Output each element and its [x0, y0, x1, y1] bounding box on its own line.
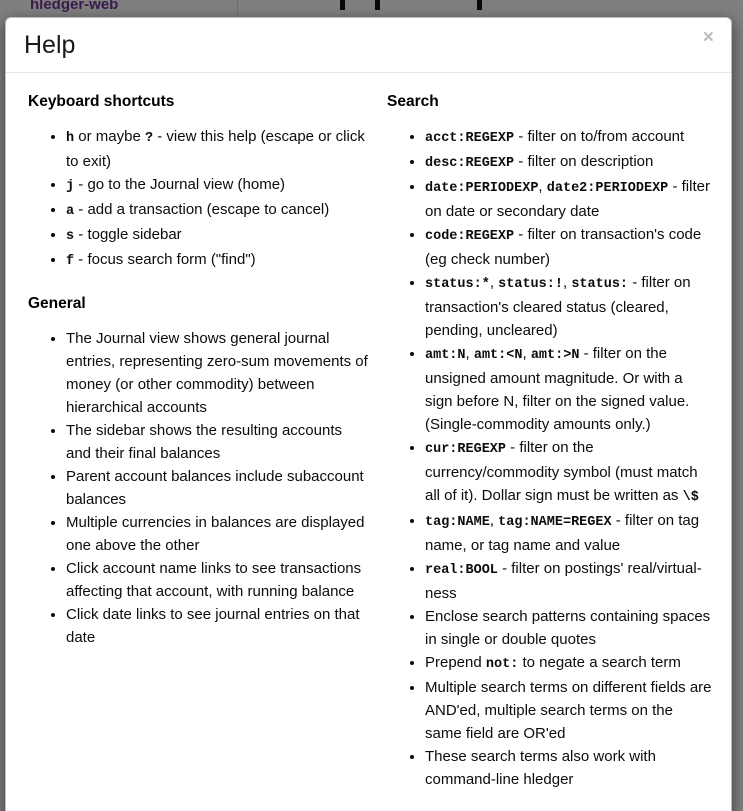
help-list-item: • Prepend not: to negate a search term [425, 651, 713, 676]
help-list-item: • status:*, status:!, status: - filter on transaction's cleared status (cleared, pending, uncleared) [425, 271, 713, 342]
help-list-item: • Click date links to see journal entries on that date [66, 603, 369, 649]
code-term: f [66, 253, 75, 269]
help-list-item: • h or maybe ? - view this help (escape or click to exit) [66, 125, 369, 173]
help-column-left [24, 93, 369, 811]
help-column-right [387, 93, 713, 811]
code-term: amt:N [425, 347, 466, 363]
code-term: amt:>N [530, 347, 580, 363]
section-heading: Keyboard shortcuts [28, 92, 175, 110]
help-list-item: • Click account name links to see transactions affecting that account, with running balance [66, 557, 369, 603]
code-term: status:! [498, 276, 563, 292]
code-term: j [66, 178, 75, 194]
modal-body [6, 73, 731, 811]
section-heading: General [28, 294, 86, 312]
code-term: \$ [682, 489, 699, 505]
help-list-item: • amt:N, amt:<N, amt:>N - filter on the unsigned amount magnitude. Or with a sign before N, filter on the signed value. (Single-commodity amounts only.) [425, 342, 713, 436]
help-list-item: • The Journal view shows general journal entries, representing zero-sum movements of money (or other commodity) between hierarchical accounts [66, 327, 369, 419]
code-term: date2:PERIODEXP [546, 180, 669, 196]
help-list-item: • acct:REGEXP - filter on to/from account [425, 125, 713, 150]
modal-title: Help [24, 31, 76, 59]
close-button[interactable]: × [702, 27, 714, 48]
code-term: status:* [425, 276, 490, 292]
help-list-item: • code:REGEXP - filter on transaction's code (eg check number) [425, 223, 713, 271]
help-list-item: • Multiple search terms on different fields are AND'ed, multiple search terms on the same field are OR'ed [425, 676, 713, 745]
help-list-item: • Multiple currencies in balances are displayed one above the other [66, 511, 369, 557]
help-list-item: • real:BOOL - filter on postings' real/virtual-ness [425, 557, 713, 605]
help-list-item: • j - go to the Journal view (home) [66, 173, 369, 198]
modal-header [6, 18, 731, 73]
help-list-item: • Enclose search patterns containing spaces in single or double quotes [425, 605, 713, 651]
code-term: status: [571, 276, 629, 292]
code-term: s [66, 228, 75, 244]
code-term: cur:REGEXP [425, 441, 507, 457]
help-list-item: • These search terms also work with command-line hledger [425, 745, 713, 791]
help-list-item: • desc:REGEXP - filter on description [425, 150, 713, 175]
code-term: date:PERIODEXP [425, 180, 539, 196]
code-term: real:BOOL [425, 562, 498, 578]
help-list-item: • f - focus search form ("find") [66, 248, 369, 273]
help-modal [5, 17, 732, 811]
code-term: tag:NAME [425, 514, 490, 530]
help-list-item: • a - add a transaction (escape to cancel) [66, 198, 369, 223]
code-term: amt:<N [473, 347, 523, 363]
help-list [28, 327, 369, 649]
code-term: ? [144, 130, 154, 146]
code-term: code:REGEXP [425, 228, 515, 244]
help-list-item: • The sidebar shows the resulting accounts and their final balances [66, 419, 369, 465]
code-term: not: [485, 656, 519, 672]
code-term: a [66, 203, 75, 219]
code-term: tag:NAME=REGEX [498, 514, 612, 530]
help-list-item: • Parent account balances include subaccount balances [66, 465, 369, 511]
help-list-item: • cur:REGEXP - filter on the currency/commodity symbol (must match all of it). Dollar sign must be written as \$ [425, 436, 713, 509]
code-term: h [66, 130, 75, 146]
help-list-item: • tag:NAME, tag:NAME=REGEX - filter on tag name, or tag name and value [425, 509, 713, 557]
help-list [387, 125, 713, 791]
section-heading: Search [387, 92, 439, 110]
code-term: desc:REGEXP [425, 155, 515, 171]
help-list-item: • date:PERIODEXP, date2:PERIODEXP - filter on date or secondary date [425, 175, 713, 223]
help-list [28, 125, 369, 273]
help-list-item: • s - toggle sidebar [66, 223, 369, 248]
code-term: acct:REGEXP [425, 130, 515, 146]
